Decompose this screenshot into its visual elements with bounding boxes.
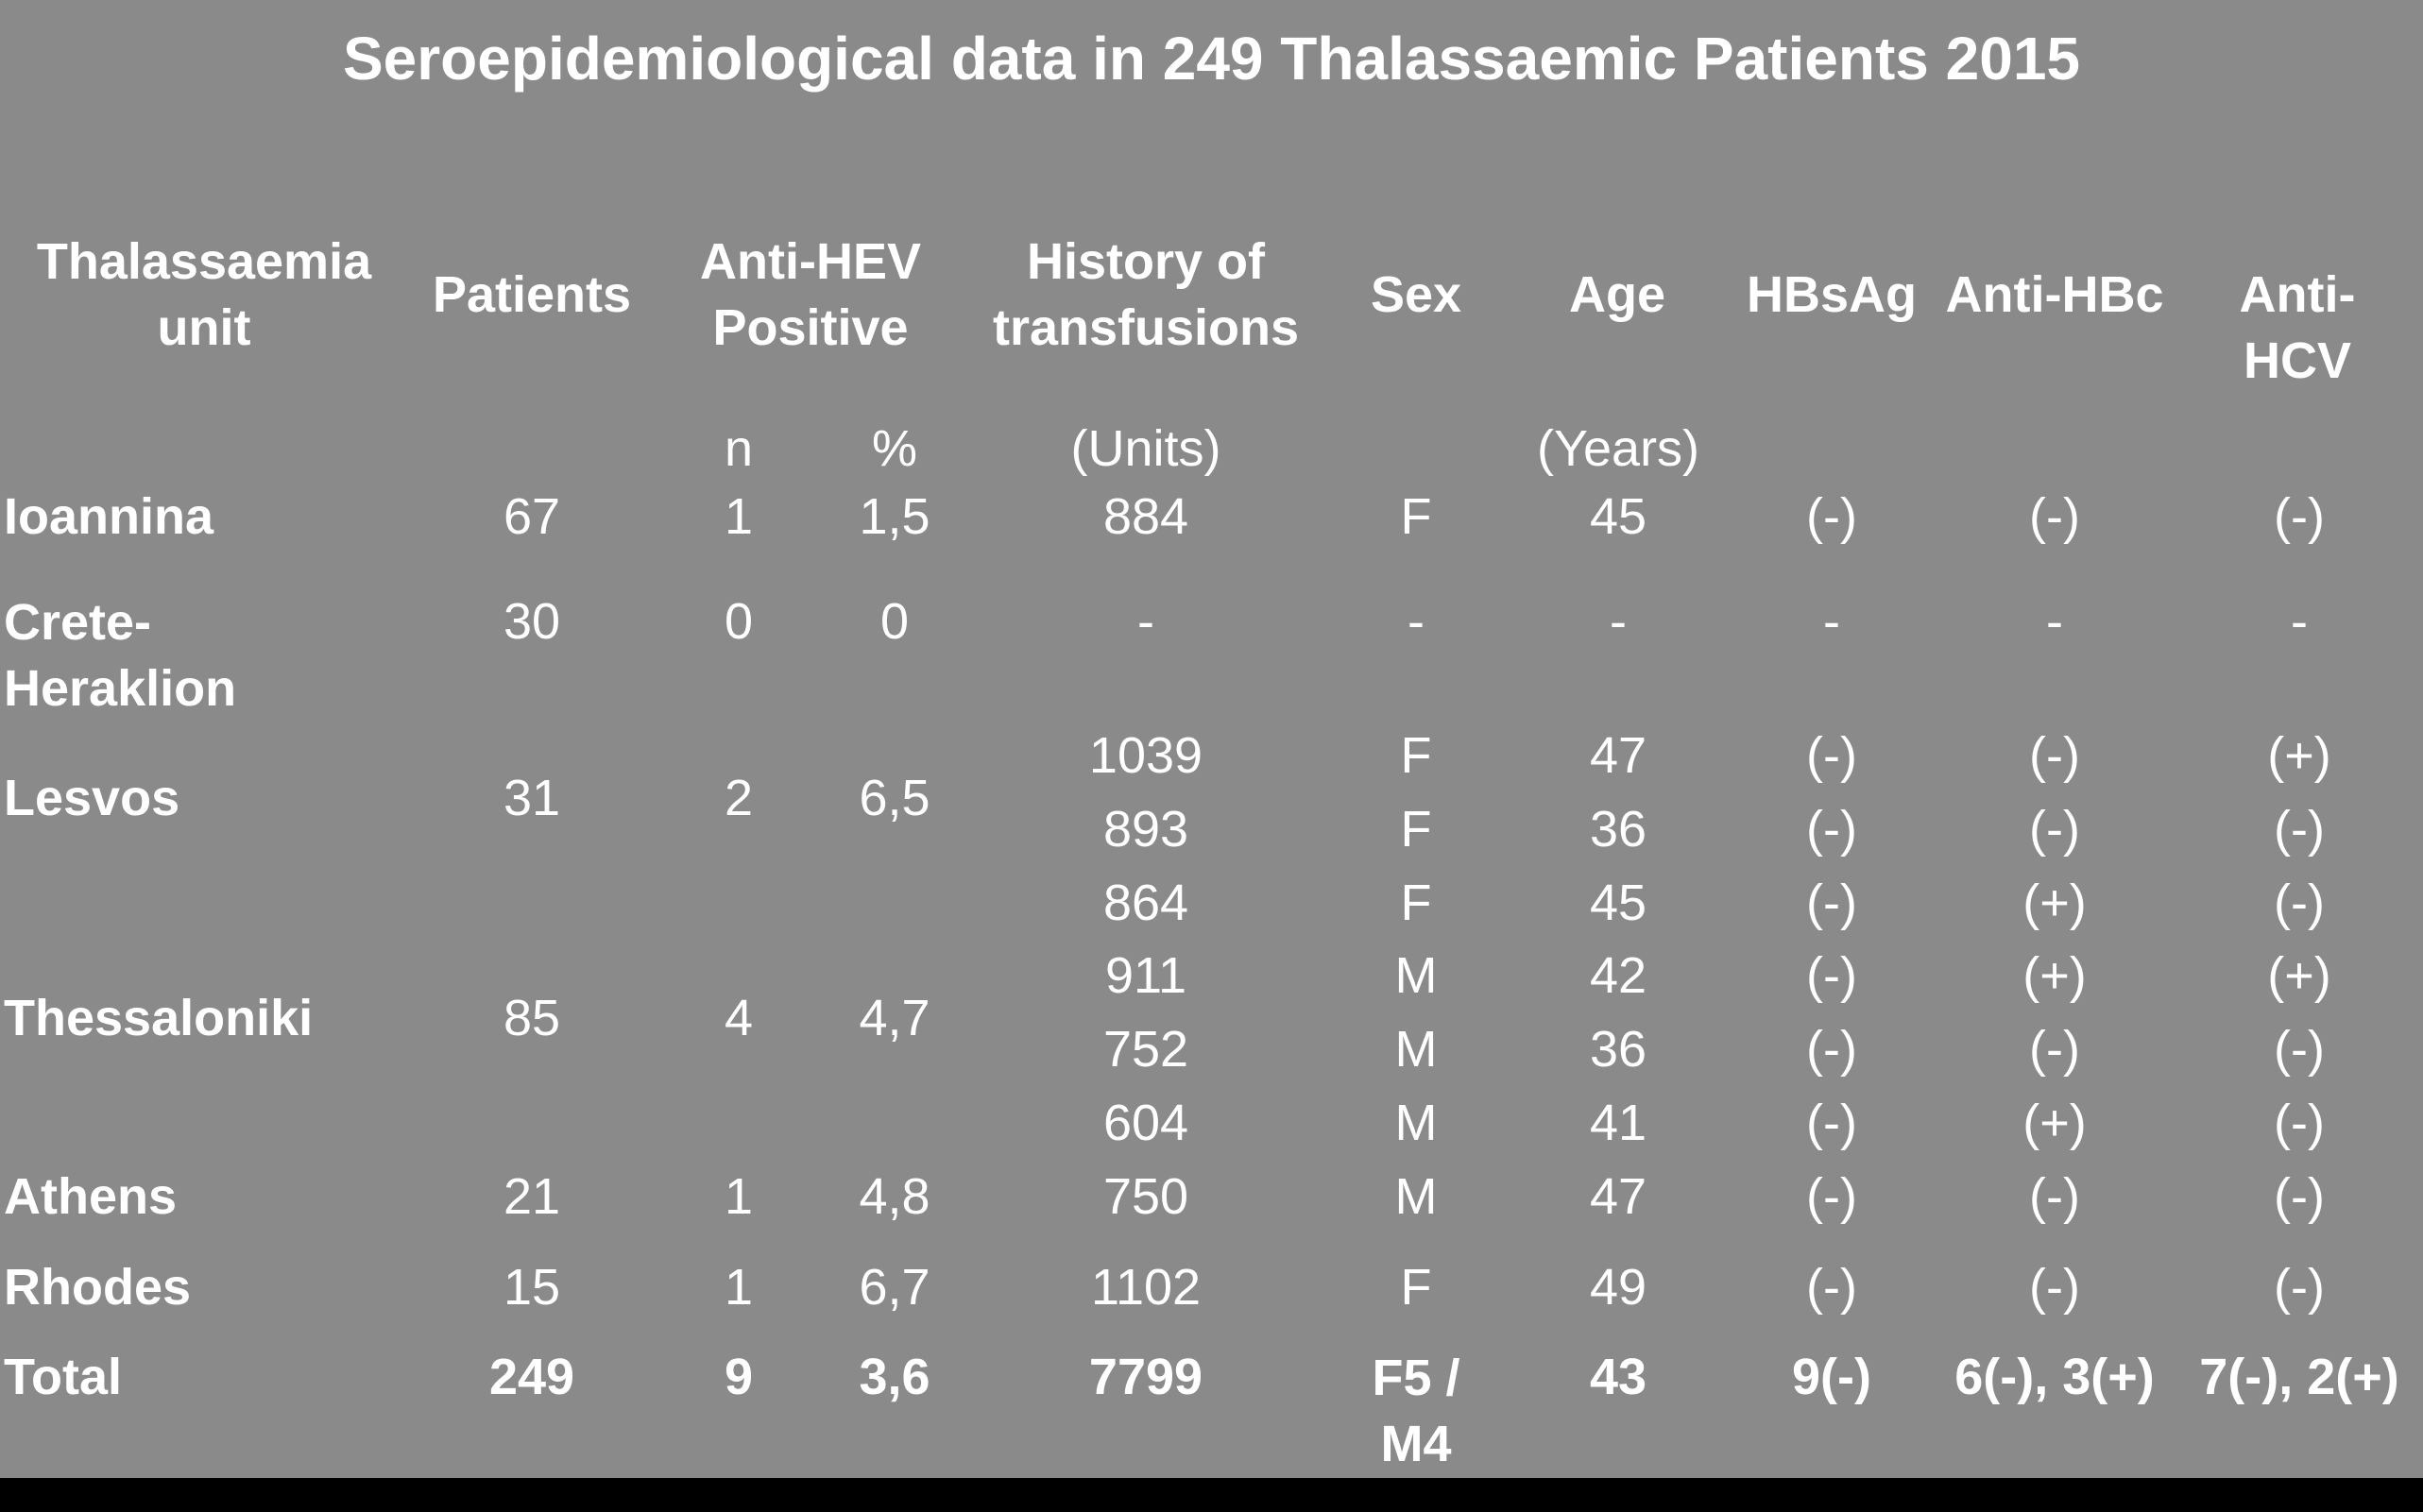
case-anti-hbc: (+) bbox=[2022, 1095, 2087, 1151]
subheader-n: n bbox=[724, 420, 754, 477]
case-transfusions: 893 bbox=[1102, 801, 1189, 858]
unit-patients: 15 bbox=[503, 1259, 561, 1316]
header-age: Age bbox=[1568, 266, 1666, 323]
unit-pct: 1,5 bbox=[859, 488, 930, 545]
case-age: 36 bbox=[1589, 801, 1647, 858]
slide-title: Seroepidemiological data in 249 Thalassaemic Patients 2015 bbox=[342, 25, 2081, 93]
case-hbsag: (-) bbox=[1806, 801, 1857, 858]
subheader-years: (Years) bbox=[1536, 420, 1700, 477]
case-anti-hcv: (+) bbox=[2267, 727, 2331, 784]
total-patients: 249 bbox=[488, 1349, 575, 1405]
case-anti-hbc: (+) bbox=[2022, 947, 2087, 1004]
case-anti-hcv: (+) bbox=[2267, 947, 2331, 1004]
unit-pct: 6,7 bbox=[859, 1259, 930, 1316]
total-age: 43 bbox=[1589, 1349, 1647, 1405]
total-anti-hbc: 6(-), 3(+) bbox=[1954, 1349, 2155, 1405]
case-sex: M bbox=[1394, 947, 1438, 1004]
unit-name: Ioannina bbox=[4, 488, 214, 545]
case-anti-hbc: (-) bbox=[2029, 1259, 2080, 1316]
case-anti-hcv: (-) bbox=[2274, 1259, 2325, 1316]
case-hbsag: (-) bbox=[1806, 1095, 1857, 1151]
case-sex: M bbox=[1394, 1168, 1438, 1225]
case-hbsag: (-) bbox=[1806, 875, 1857, 931]
unit-name: Rhodes bbox=[4, 1259, 192, 1316]
case-sex: F bbox=[1400, 1259, 1432, 1316]
total-anti-hcv: 7(-), 2(+) bbox=[2199, 1349, 2399, 1405]
case-sex: M bbox=[1394, 1021, 1438, 1078]
case-transfusions: 752 bbox=[1102, 1021, 1189, 1078]
case-age: 41 bbox=[1589, 1095, 1647, 1151]
case-age: 36 bbox=[1589, 1021, 1647, 1078]
unit-patients: 30 bbox=[503, 593, 561, 650]
case-anti-hcv: (-) bbox=[2274, 801, 2325, 858]
header-hbsag: HBsAg bbox=[1746, 266, 1918, 323]
case-hbsag: (-) bbox=[1806, 727, 1857, 784]
unit-pct: 6,5 bbox=[859, 770, 930, 826]
case-sex: F bbox=[1400, 801, 1432, 858]
case-age: 47 bbox=[1589, 1168, 1647, 1225]
case-age: 45 bbox=[1589, 875, 1647, 931]
header-transfusions: History of transfusions bbox=[992, 233, 1300, 356]
case-hbsag: (-) bbox=[1806, 488, 1857, 545]
case-transfusions: 864 bbox=[1102, 875, 1189, 931]
case-hbsag: (-) bbox=[1806, 1021, 1857, 1078]
case-transfusions: 604 bbox=[1102, 1095, 1189, 1151]
header-patients: Patients bbox=[432, 266, 632, 323]
case-anti-hcv: - bbox=[2291, 593, 2308, 650]
case-sex: F bbox=[1400, 875, 1432, 931]
case-anti-hcv: (-) bbox=[2274, 488, 2325, 545]
case-hbsag: - bbox=[1823, 593, 1840, 650]
case-anti-hcv: (-) bbox=[2274, 875, 2325, 931]
unit-pct: 4,7 bbox=[859, 990, 930, 1046]
unit-name: Thessaloniki bbox=[4, 990, 314, 1046]
total-label: Total bbox=[4, 1349, 122, 1405]
case-age: - bbox=[1610, 593, 1627, 650]
case-anti-hbc: (-) bbox=[2029, 727, 2080, 784]
case-anti-hbc: (+) bbox=[2022, 875, 2087, 931]
unit-n: 1 bbox=[724, 1259, 754, 1316]
header-anti-hcv: Anti-HCV bbox=[2239, 266, 2356, 389]
header-anti-hev: Anti-HEV Positive bbox=[700, 233, 921, 356]
unit-patients: 67 bbox=[503, 488, 561, 545]
case-anti-hbc: (-) bbox=[2029, 488, 2080, 545]
case-transfusions: - bbox=[1137, 593, 1154, 650]
case-hbsag: (-) bbox=[1806, 1168, 1857, 1225]
case-age: 47 bbox=[1589, 727, 1647, 784]
subheader-pct: % bbox=[871, 420, 918, 477]
case-anti-hcv: (-) bbox=[2274, 1095, 2325, 1151]
case-transfusions: 911 bbox=[1104, 947, 1187, 1004]
unit-n: 0 bbox=[724, 593, 754, 650]
case-transfusions: 884 bbox=[1102, 488, 1189, 545]
case-age: 42 bbox=[1589, 947, 1647, 1004]
unit-n: 1 bbox=[724, 488, 754, 545]
case-age: 45 bbox=[1589, 488, 1647, 545]
case-transfusions: 750 bbox=[1102, 1168, 1189, 1225]
unit-n: 1 bbox=[724, 1168, 754, 1225]
case-anti-hbc: - bbox=[2046, 593, 2063, 650]
unit-pct: 0 bbox=[879, 593, 910, 650]
case-anti-hbc: (-) bbox=[2029, 1168, 2080, 1225]
total-n: 9 bbox=[724, 1349, 754, 1405]
unit-patients: 31 bbox=[503, 770, 561, 826]
case-hbsag: (-) bbox=[1806, 1259, 1857, 1316]
case-sex: F bbox=[1400, 727, 1432, 784]
unit-name: Lesvos bbox=[4, 770, 180, 826]
case-sex: F bbox=[1400, 488, 1432, 545]
case-transfusions: 1039 bbox=[1088, 727, 1203, 784]
header-unit: Thalassaemia unit bbox=[36, 233, 372, 356]
case-sex: M bbox=[1394, 1095, 1438, 1151]
case-transfusions: 1102 bbox=[1090, 1259, 1202, 1316]
subheader-units: (Units) bbox=[1070, 420, 1221, 477]
case-anti-hcv: (-) bbox=[2274, 1168, 2325, 1225]
case-hbsag: (-) bbox=[1806, 947, 1857, 1004]
header-anti-hbc: Anti-HBc bbox=[1945, 266, 2164, 323]
case-anti-hcv: (-) bbox=[2274, 1021, 2325, 1078]
unit-pct: 4,8 bbox=[859, 1168, 930, 1225]
total-sex: F5 / M4 bbox=[1372, 1350, 1460, 1472]
total-transfusions: 7799 bbox=[1088, 1349, 1203, 1405]
header-sex: Sex bbox=[1370, 266, 1462, 323]
case-anti-hbc: (-) bbox=[2029, 801, 2080, 858]
unit-n: 2 bbox=[724, 770, 754, 826]
unit-name: Crete- Heraklion bbox=[4, 594, 237, 717]
unit-patients: 85 bbox=[503, 990, 561, 1046]
unit-patients: 21 bbox=[503, 1168, 561, 1225]
total-hbsag: 9(-) bbox=[1792, 1349, 1871, 1405]
case-anti-hbc: (-) bbox=[2029, 1021, 2080, 1078]
unit-name: Athens bbox=[4, 1168, 178, 1225]
total-pct: 3,6 bbox=[859, 1349, 930, 1405]
case-age: 49 bbox=[1589, 1259, 1647, 1316]
unit-n: 4 bbox=[724, 990, 754, 1046]
case-sex: - bbox=[1408, 593, 1425, 650]
